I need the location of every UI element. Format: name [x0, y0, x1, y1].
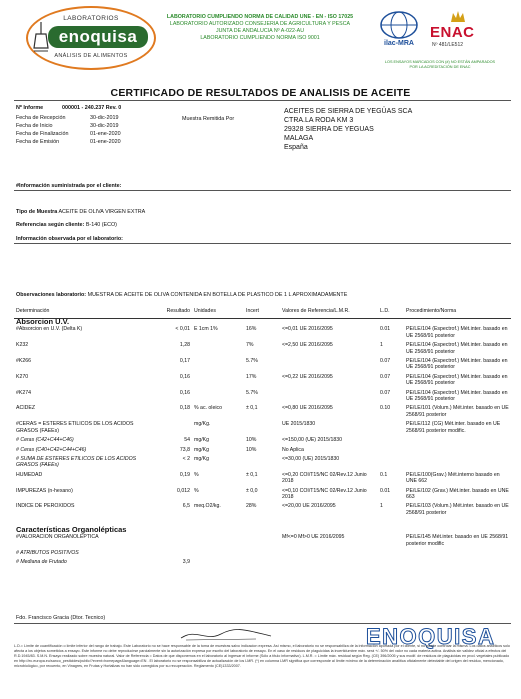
table-cell: # SUMA DE ESTERES ETILICOS DE LOS ACIDOS GRASOS (FAEEs): [16, 455, 137, 469]
table-cell: 0,16: [179, 373, 190, 380]
table-cell: [192, 550, 244, 559]
table-cell: %: [194, 487, 199, 494]
header-line: LABORATORIO CUMPLIENDO NORMA ISO 9001: [200, 35, 320, 41]
table-cell: [404, 550, 511, 559]
info-rule: [14, 190, 511, 191]
organoleptic-rows: [14, 534, 511, 569]
crown-icon: [450, 10, 466, 24]
table-cell: [280, 358, 378, 374]
table-row: [14, 374, 511, 390]
table-cell: <=0,01 UE 2016/2095: [282, 326, 333, 333]
table-cell: 0.10: [380, 405, 391, 412]
header-line: LABORATORIO AUTORIZADO CONSEJERIA DE AGRICULTURA Y PESCA: [169, 21, 351, 27]
field-value: 30-dic-2019: [90, 115, 119, 121]
table-cell: [192, 534, 244, 550]
table-cell: mg/Kg.: [194, 421, 211, 428]
table-cell: 73,8: [179, 446, 190, 453]
table-row: [14, 488, 511, 504]
table-cell: <=30,00 (UE) 2015/1830: [282, 455, 340, 462]
table-cell: [404, 456, 511, 472]
table-cell: %: [194, 471, 199, 478]
table-cell: ± 0,1: [246, 471, 258, 478]
table-cell: #K274: [16, 389, 32, 396]
table-cell: #K266: [16, 358, 32, 365]
table-cell: <=0,22 UE 2016/2095: [282, 373, 333, 380]
column-header: Unidades: [194, 308, 216, 314]
table-row: [14, 437, 511, 446]
results-rows: [14, 326, 511, 519]
table-cell: 0.07: [380, 389, 391, 396]
table-row: [14, 421, 511, 437]
table-cell: [152, 550, 192, 559]
table-cell: PE/LE/101 (Volum.) Mét.inter. basado en UE 2568/91 posterior: [406, 405, 509, 418]
table-cell: 0.07: [380, 373, 391, 380]
table-cell: #Absorcion en U.V. (Delta K): [16, 326, 83, 333]
table-cell: 0,012: [177, 487, 190, 494]
table-cell: [192, 559, 244, 568]
table-cell: <=0,20 COI/T15/NC 02/Rev.12 Junio 2018: [282, 471, 367, 485]
table-cell: UE 2015/1830: [282, 421, 316, 428]
results-table: [14, 308, 511, 569]
table-cell: 0,16: [179, 389, 190, 396]
ilac-label: ilac-MRA: [384, 40, 414, 47]
table-cell: <=2,50 UE 2016/2095: [282, 342, 333, 349]
client-info-label: #Información suministrada por el cliente:: [16, 183, 122, 189]
table-cell: [404, 559, 511, 568]
column-header: L.D.: [380, 308, 390, 314]
section-heading: Características Organolépticas: [16, 525, 127, 535]
table-cell: ± 0,0: [246, 487, 258, 494]
table-cell: K270: [16, 373, 29, 380]
enoquisa-brand: ENOQUISA: [366, 624, 496, 649]
table-cell: 1: [380, 503, 383, 510]
column-header: Resultado: [166, 308, 190, 314]
table-cell: [244, 550, 280, 559]
logo-name: enoquisa: [48, 26, 148, 48]
table-cell: #VALORACION ORGANOLEPTICA: [16, 534, 99, 541]
table-cell: 0.01: [380, 487, 391, 494]
table-row: [14, 550, 511, 559]
table-cell: 1,28: [179, 342, 190, 349]
page-title: CERTIFICADO DE RESULTADOS DE ANALISIS DE ACEITE: [110, 87, 411, 99]
table-cell: [378, 534, 404, 550]
table-cell: 28%: [246, 503, 257, 510]
table-cell: PE/LE/112 (CG) Mét.inter. basado en UE 2568/91 posterior modific.: [406, 421, 501, 434]
table-cell: <=0,10 COI/T15/NC 02/Rev.12 Junio 2018: [282, 487, 367, 500]
field-label: Fecha de Emisión: [16, 139, 60, 145]
enac-logo: [428, 10, 488, 56]
enac-label: ENAC: [430, 24, 475, 41]
client-line: 29328 SIERRA DE YEGUAS: [284, 126, 374, 133]
table-cell: [378, 559, 404, 568]
table-cell: [152, 534, 192, 550]
field-label: Fecha de Recepción: [16, 115, 66, 121]
table-row: [14, 342, 511, 358]
table-cell: 16%: [246, 326, 257, 333]
table-cell: [152, 421, 192, 437]
table-cell: [280, 559, 378, 568]
table-cell: PE/LE/104 (Espectrof.) Mét.inter. basado en UE 2568/91 posterior: [406, 389, 508, 403]
table-cell: # Mediana de Frutado: [16, 559, 67, 566]
table-cell: 0,18: [179, 405, 190, 412]
table-cell: < 2: [182, 455, 190, 462]
table-cell: ACIDEZ: [16, 405, 36, 412]
table-cell: [244, 456, 280, 472]
signer-label: Fdo. Francisco Gracia (Dtor. Tecnico): [16, 615, 106, 621]
table-row: [14, 405, 511, 421]
table-cell: 5.7%: [246, 358, 258, 365]
table-cell: [192, 374, 244, 390]
column-header: Procedimiento/Norma: [406, 308, 457, 314]
table-cell: [244, 534, 280, 550]
section-heading: Absorcion U.V.: [16, 317, 70, 327]
table-cell: IMPUREZAS (n-hexano): [16, 487, 73, 494]
informe-value: 000001 - 240.237 Rev. 0: [62, 105, 122, 111]
column-header: Valores de Referencia/L.M.R.: [282, 308, 350, 314]
field-label: Fecha de Inicio: [16, 123, 53, 129]
table-row: [14, 358, 511, 374]
client-line: CTRA.LA RODA KM 3: [284, 117, 354, 124]
table-cell: [192, 342, 244, 358]
enac-number: Nº 481/LE512: [432, 42, 464, 48]
table-row: [14, 472, 511, 488]
table-row: [14, 456, 511, 472]
header-line: LABORATORIO CUMPLIENDO NORMA DE CALIDAD UNE - EN - ISO 17025: [166, 14, 354, 20]
table-cell: PE/LE/100(Grav.) Mét.interno basado en UNE 662: [406, 471, 500, 485]
field-value: 01-ene-2020: [90, 139, 121, 145]
table-cell: Mf<=0 Mf>0 UE 2016/2095: [282, 534, 345, 541]
table-cell: 10%: [246, 437, 257, 444]
table-row: [14, 326, 511, 342]
lab-certifications: [160, 14, 360, 42]
table-cell: mg/Kg: [194, 455, 209, 462]
obs-value: MUESTRA DE ACEITE DE OLIVA CONTENIDA EN BOTELLA DE PLASTICO DE 1 L APROXIMADAMENTE: [87, 292, 348, 298]
table-cell: < 0,01: [175, 326, 190, 333]
logo-bottom-text: ANÁLISIS DE ALIMENTOS: [54, 53, 128, 59]
table-cell: [280, 550, 378, 559]
table-row: [14, 390, 511, 406]
table-cell: PE/LE/104 (Espectrof.) Mét.inter. basado en UE 2568/91 posterior: [406, 373, 508, 387]
table-cell: PE/LE/104 (Espectrof.) Mét.inter. basado en UE 2568/91 posterior: [406, 326, 508, 339]
table-cell: <=0,80 UE 2016/2095: [282, 405, 333, 412]
field-value: 30-dic-2019: [90, 123, 119, 129]
client-line: MALAGA: [284, 135, 314, 142]
table-cell: 6,5: [182, 503, 190, 510]
globe-icon: [376, 10, 422, 40]
table-cell: [378, 447, 404, 456]
signature-icon: [176, 624, 276, 644]
table-cell: 0,17: [179, 358, 190, 365]
header-line: JUNTA DE ANDALUCIA Nº A-022-AU: [215, 28, 305, 34]
table-cell: 17%: [246, 373, 257, 380]
table-cell: #CERAS = ESTERES ETILICOS DE LOS ACIDOS GRASOS (FAEEs): [16, 421, 134, 434]
table-row: [14, 559, 511, 568]
informe-label: Nº Informe: [16, 105, 44, 111]
legal-text: L.D.= Límite de cuantificación o límite inferior del rango de trabajo. Este Laboratorio no se hace responsable de la toma de muestras salvo indicacion expresa. Así mismo, el laboratorio no se responsabiliza de la información aportada por el cliente, si no puede controlar la misma. Los datos analíticos solo afecta a los objetos sometidos a ensayo. Este informe no debe reproducirse parcialmente sin la autorización expresa por escrito del laboratorio de ensayo. En el caso de residuos de plaguicidas la incertidumbre máx. será +/- 50% del valor no cada materia activa. Análisis sin validez oficial a efectos del R.D.1945/83. S.M.N. Ensayo realizado sobre muestra natural. Valor de Referencia = Datos de que disponemos en el laboratorio al ingresar el informe (Sólo a título informativo). L.M.R. = Límite máx. residual según Reg. (CE) 396/2005 y sus modif. de residuos de plaguicidas en prod. vegetales publicado en http://ec.europa.eu/sanco_pesticides/public/?event=homepage&language=EN . El laboratorio no se responsabiliza de actualización de los LMR. (*) en columna LMR significa que corresponde al límite mínimo de la determinación analítica oficialmente detectable del origen del residuo, mencionado, microbiológico, por recuento, en Vinagres, en Frutas y Hortalizas no han sido corregidos por su recuperación. Reglamento (CE)1333/2007.: [14, 644, 510, 668]
table-cell: ± 0,1: [246, 405, 258, 412]
table-cell: [378, 421, 404, 437]
table-cell: % ac. oleico: [194, 405, 222, 412]
sample-type-label: Tipo de Muestra: [16, 209, 58, 215]
table-cell: [378, 550, 404, 559]
logo-top-text: LABORATORIOS: [63, 15, 119, 22]
table-cell: meq.O2/kg.: [194, 503, 221, 510]
table-cell: [244, 421, 280, 437]
enoquisa-logo: [26, 6, 156, 70]
table-cell: PE/LE/145 Mét.inter. basado en UE 2568/91 posterior modific: [406, 534, 509, 547]
table-cell: 5.7%: [246, 389, 258, 396]
table-cell: <=150,00 (UE) 2015/1830: [282, 437, 342, 444]
table-row: [14, 447, 511, 456]
table-cell: K232: [16, 342, 29, 349]
table-cell: # Ceras (C40+C42+C44+C46): [16, 446, 87, 453]
lab-info-rule: [14, 243, 511, 244]
table-cell: 1: [380, 342, 383, 349]
table-cell: mg/Kg: [194, 437, 209, 444]
table-cell: <=20,00 UE 2016/2095: [282, 503, 336, 510]
table-cell: INDICE DE PEROXIDOS: [16, 503, 75, 510]
table-row: [14, 503, 511, 519]
client-ref-value: B-140 (ECO): [85, 222, 117, 228]
sender-label: Muestra Remitida Por: [182, 116, 235, 122]
table-cell: 7%: [246, 342, 254, 349]
table-cell: No Aplica: [282, 446, 304, 453]
table-cell: [280, 390, 378, 406]
table-cell: PE/LE/104 (Espectrof.) Mét.inter. basado en UE 2568/91 posterior: [406, 342, 508, 355]
client-ref-label: Referencias según cliente:: [16, 222, 85, 228]
table-cell: [192, 390, 244, 406]
column-header: Incert: [246, 308, 259, 314]
table-cell: [378, 456, 404, 472]
lab-info-label: Información observada por el laboratorio:: [16, 236, 123, 242]
table-cell: HUMEDAD: [16, 471, 43, 478]
title-rule: [14, 100, 511, 101]
table-cell: # Ceras (C42+C44+C46): [16, 437, 74, 444]
table-cell: 0,19: [179, 471, 190, 478]
table-cell: 0.01: [380, 326, 391, 333]
table-cell: 0.07: [380, 358, 391, 365]
table-cell: 10%: [246, 446, 257, 453]
table-cell: mg/Kg: [194, 446, 209, 453]
table-cell: [244, 559, 280, 568]
field-label: Fecha de Finalización: [16, 131, 69, 137]
sample-type-value: ACEITE DE OLIVA VIRGEN EXTRA: [58, 209, 146, 215]
ilac-mra-logo: [376, 10, 422, 54]
accreditation-note: LOS ENSAYOS MARCADOS CON (#) NO ESTÁN AMPARADOS POR LA ACREDITACIÓN DE ENAC: [384, 60, 496, 69]
table-cell: [404, 437, 511, 446]
client-line: España: [284, 144, 308, 151]
table-cell: [378, 437, 404, 446]
client-line: ACEITES DE SIERRA DE YEGÜAS SCA: [284, 108, 413, 115]
table-cell: [192, 358, 244, 374]
table-cell: 3,9: [182, 559, 190, 566]
column-header: Determinación: [16, 308, 50, 314]
table-cell: E 1cm 1%: [194, 326, 218, 333]
table-cell: # ATRIBUTOS POSITIVOS: [16, 549, 79, 556]
table-cell: PE/LE/104 (Espectrof.) Mét.inter. basado en UE 2568/91 posterior: [406, 358, 508, 371]
obs-label: Observaciones laboratorio:: [16, 292, 87, 298]
table-row: [14, 534, 511, 550]
table-cell: PE/LE/103 (Volum.) Mét.inter. basado en UE 2568/91 posterior: [406, 503, 509, 516]
field-value: 01-ene-2020: [90, 131, 121, 137]
table-cell: PE/LE/102 (Grav.) Mét.inter. basado en UNE 663: [406, 487, 509, 500]
table-cell: [404, 447, 511, 456]
table-cell: 0.1: [380, 471, 388, 478]
table-cell: 54: [184, 437, 190, 444]
